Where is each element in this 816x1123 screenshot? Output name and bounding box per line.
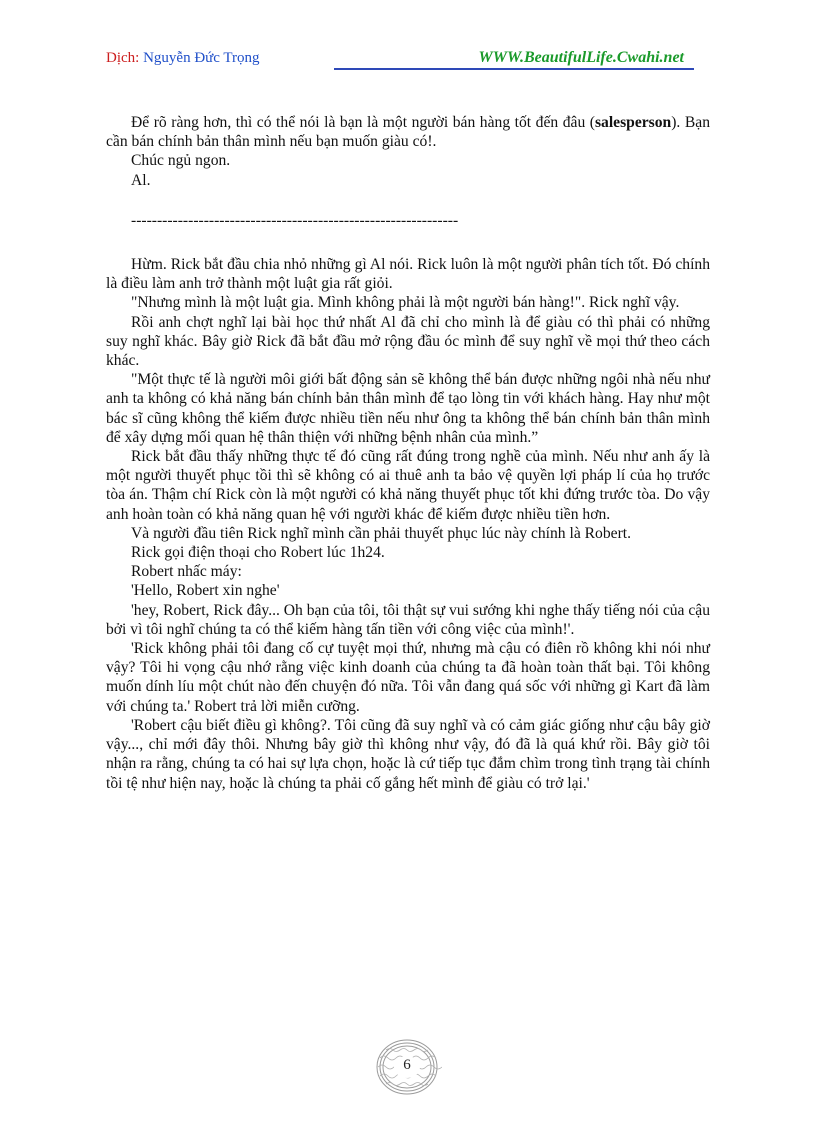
body-paragraph: Hừm. Rick bắt đầu chia nhỏ những gì Al nói. Rick luôn là một người phân tích tốt. Đó chính là điều làm anh trở thành một luật gia rất giỏi. — [106, 256, 710, 293]
page-header — [106, 48, 694, 72]
translator-label: Dịch: — [106, 50, 140, 66]
header-rule — [334, 68, 694, 70]
body-paragraph: 'hey, Robert, Rick đây... Oh bạn của tôi, tôi thật sự vui sướng khi nghe thấy tiếng nói của cậu bởi vì tôi nghĩ chúng ta có thể kiếm hàng tấn tiền với công việc của mình!'. — [106, 601, 710, 638]
translator-credit — [106, 50, 260, 67]
section-separator: --------------------------------------------------------------- — [131, 211, 459, 229]
body-paragraph: Và người đầu tiên Rick nghĩ mình cần phải thuyết phục lúc này chính là Robert. — [131, 524, 631, 542]
body-paragraph: Rồi anh chợt nghĩ lại bài học thứ nhất Al đã chỉ cho mình là để giàu có thì phải có những suy nghĩ khác. Bây giờ Rick đã bắt đầu mở rộng đầu óc mình để suy nghĩ về mọi thứ theo cách khác. — [106, 313, 710, 370]
letter-closing: Chúc ngủ ngon. — [131, 152, 231, 170]
page-number: 6 — [403, 1057, 411, 1073]
body-paragraph: "Một thực tế là người môi giới bất động sản sẽ không thể bán được những ngôi nhà nếu như anh ta không có khả năng bán chính bản thân mình để tạo lòng tin với khách hàng. Hay như một bác sĩ cũng không thể kiếm được nhiều tiền nếu như ông ta không thể bán chính bản thân mình để xây dựng mối quan hệ thân thiện với những bệnh nhân của mình.” — [106, 371, 710, 446]
body-paragraph: Rick gọi điện thoại cho Robert lúc 1h24. — [131, 544, 385, 562]
body-paragraph: 'Hello, Robert xin nghe' — [131, 582, 280, 600]
letter-signature: Al. — [131, 171, 151, 189]
body-paragraph: 'Rick không phải tôi đang cố cự tuyệt mọi thứ, nhưng mà cậu có điên rồ không khi nói như vậy? Tôi hi vọng cậu nhớ rằng việc kinh doanh của chúng ta đã hoàn toàn thất bại. Tôi không muốn dính líu một chút nào đến chuyện đó nữa. Tôi vẫn đang quá sốc với những gì Kart đã làm với chúng ta.' Robert trả lời miễn cưỡng. — [106, 640, 710, 715]
bold-term: salesperson — [594, 114, 672, 131]
body-paragraph: "Nhưng mình là một luật gia. Mình không phải là một người bán hàng!". Rick nghĩ vậy. — [131, 294, 680, 312]
body-paragraph: Rick bắt đầu thấy những thực tế đó cũng rất đúng trong nghề của mình. Nếu như anh ấy là một người thuyết phục tồi thì sẽ không có ai thuê anh ta bảo vệ quyền lợi pháp lí của họ trước tòa án. Thậm chí Rick còn là một người có khả năng thuyết phục tốt khi đứng trước tòa. Do vậy anh hoàn toàn có khả năng quan hệ với người khác để kiếm được nhiều tiền hơn. — [106, 448, 710, 523]
body-paragraph: 'Robert cậu biết điều gì không?. Tôi cũng đã suy nghĩ và có cảm giác giống như cậu bây giờ vậy..., chỉ mới đây thôi. Nhưng bây giờ thì không như vậy, đó đã là quá khứ rồi. Bây giờ tôi nhận ra rằng, chúng ta có hai sự lựa chọn, hoặc là cứ tiếp tục đắm chìm trong tình trạng tài chính tồi tệ như hiện nay, hoặc là chúng ta phải cố gắng hết mình để giàu có trở lại.' — [106, 716, 710, 792]
body-paragraph: Robert nhấc máy: — [131, 563, 242, 581]
page-number-badge — [372, 1036, 442, 1098]
website-link[interactable]: WWW.BeautifulLife.Cwahi.net — [478, 49, 684, 66]
translator-name: Nguyễn Đức Trọng — [143, 50, 260, 66]
page-body — [106, 113, 710, 793]
letter-paragraph: Để rõ ràng hơn, thì có thể nói là bạn là một người bán hàng tốt đến đâu (salesperson). Bạn cần bán chính bản thân mình nếu bạn muốn giàu có!. — [106, 114, 710, 151]
